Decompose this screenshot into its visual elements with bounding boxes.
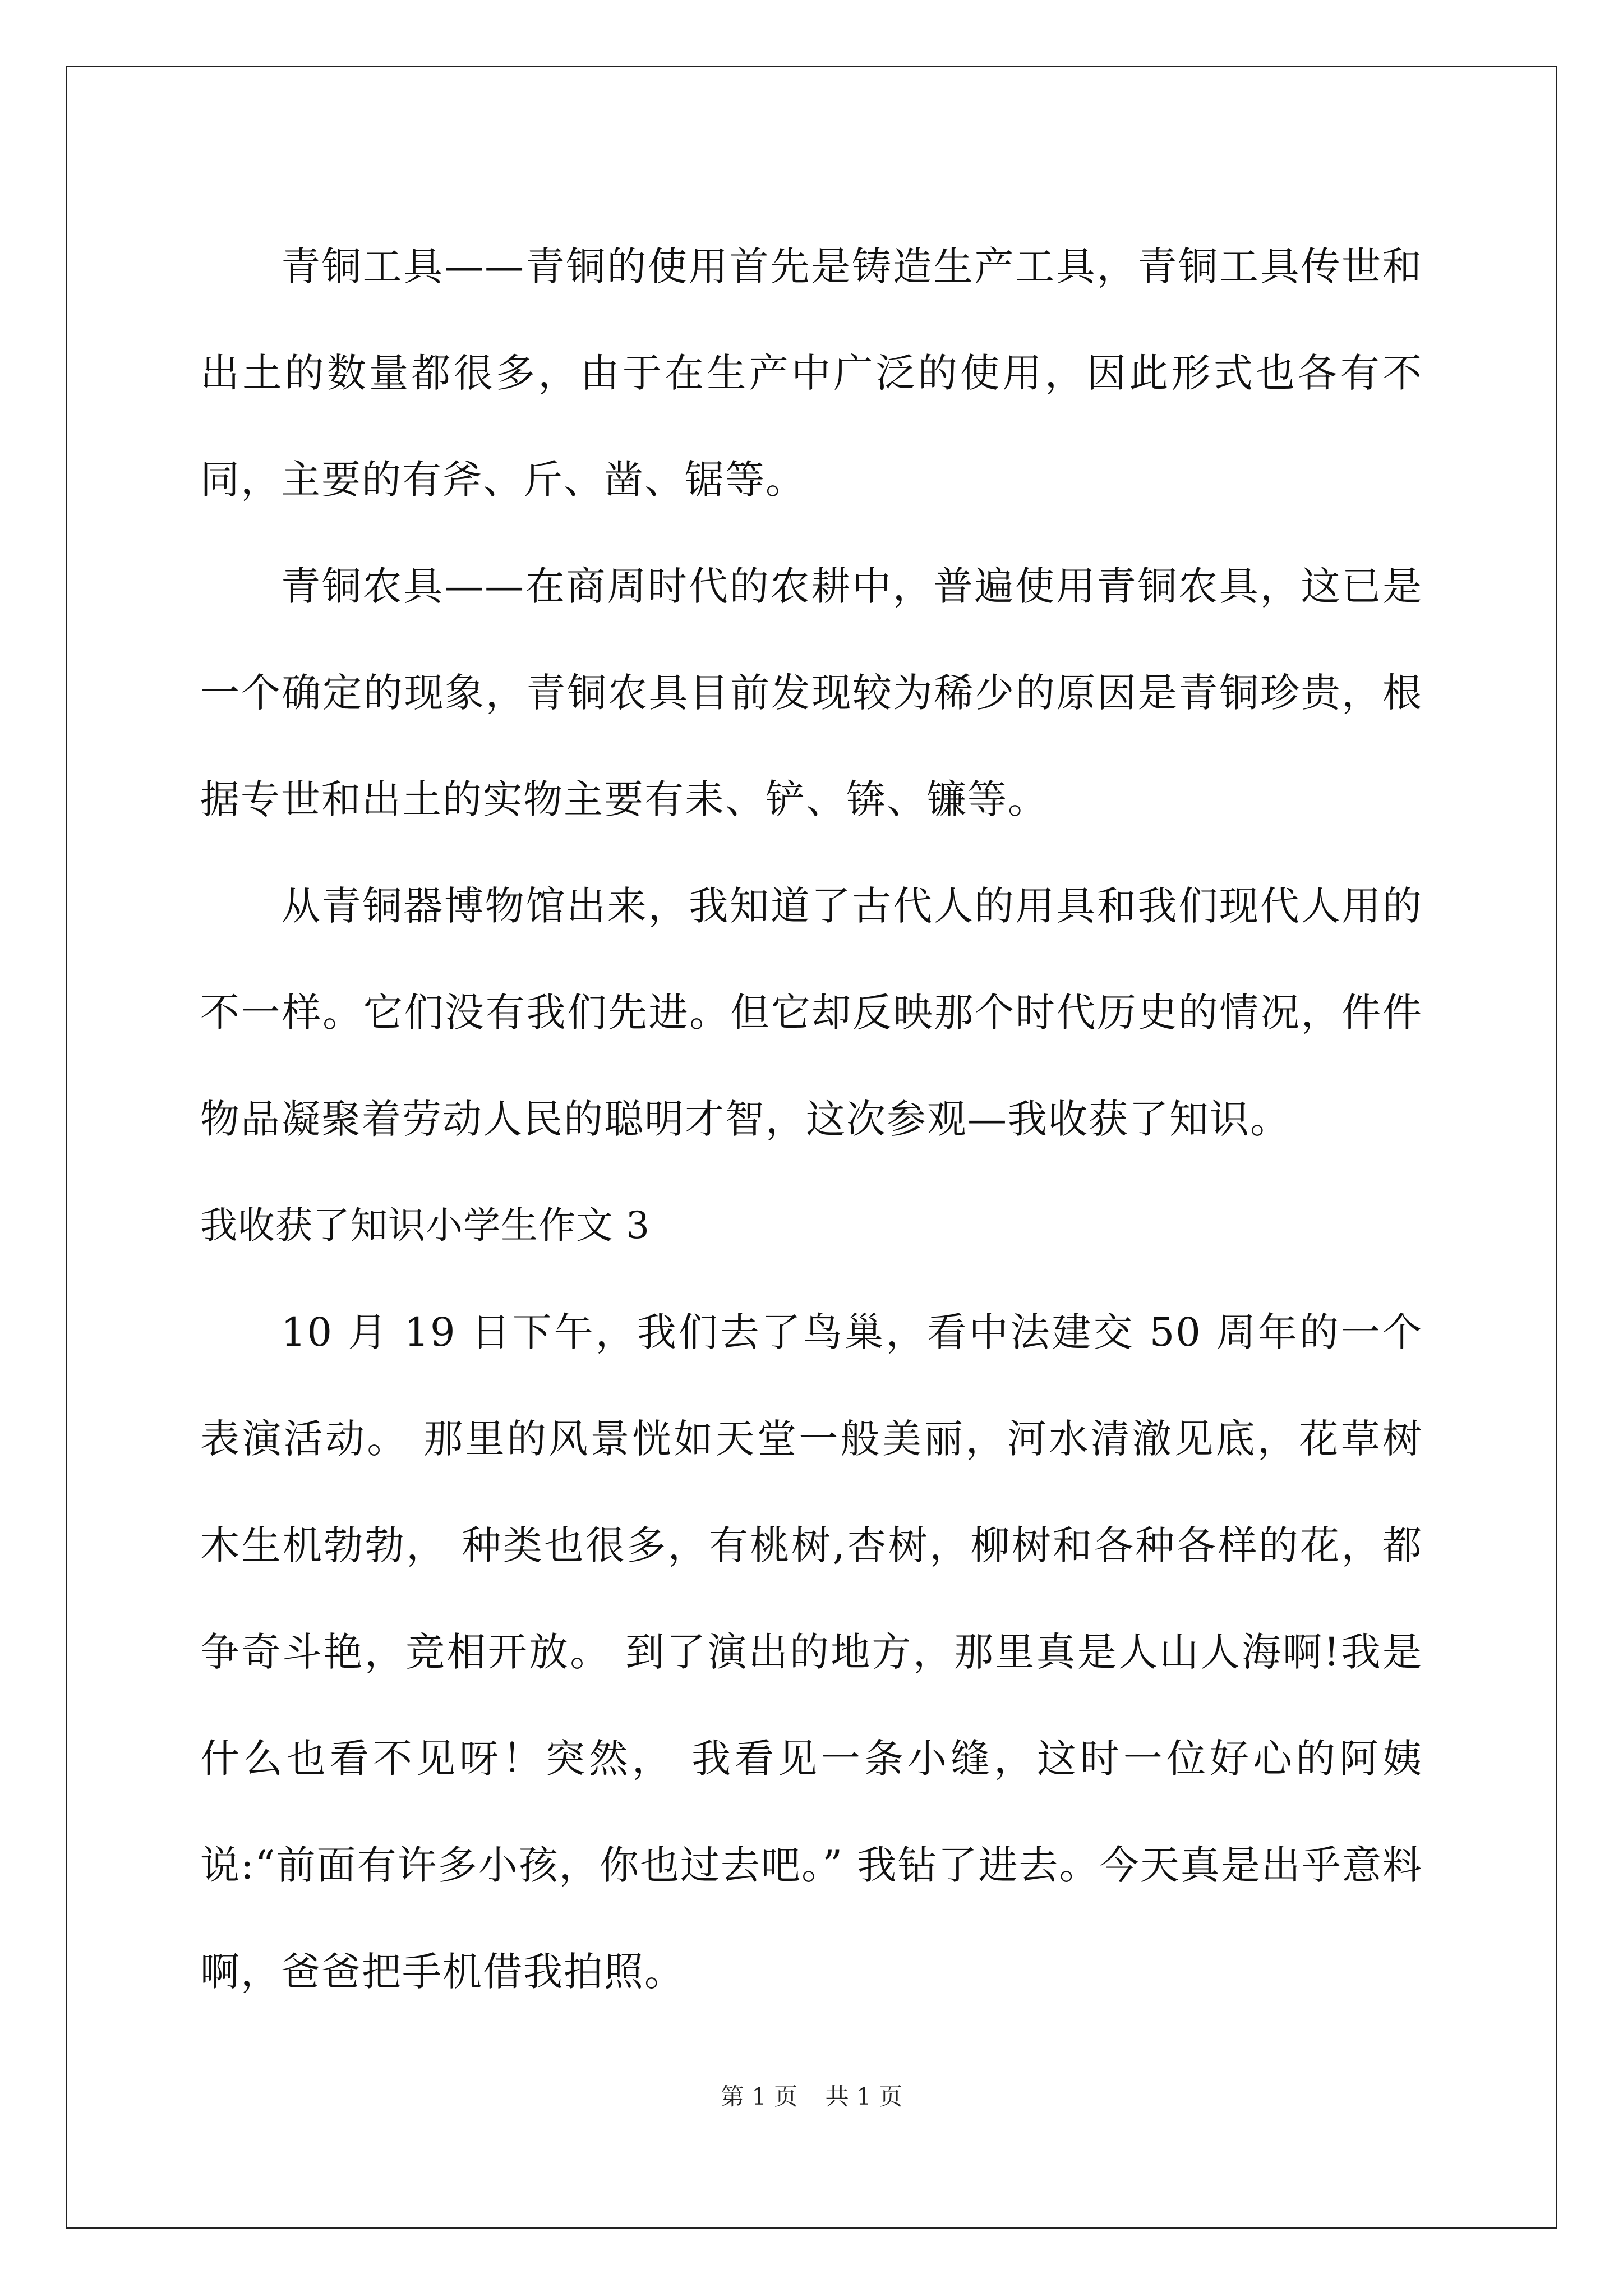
paragraph-museum-visit: 从青铜器博物馆出来，我知道了古代人的用具和我们现代人用的不一样。它们没有我们先进。但它却反映那个时代历史的情况，件件物品凝聚着劳动人民的聪明才智，这次参观—我收获了知识。 — [200, 883, 1423, 1142]
document-body — [200, 213, 1423, 2025]
paragraph-bronze-tools: 青铜工具——青铜的使用首先是铸造生产工具，青铜工具传世和出土的数量都很多，由于在生产中广泛的使用，因此形式也各有不同，主要的有斧、斤、凿、锯等。 — [200, 243, 1423, 503]
page-number: 第 1 页 — [720, 2083, 798, 2110]
page-total: 共 1 页 — [825, 2083, 903, 2110]
section-title: 我收获了知识小学生作文 3 — [200, 1204, 650, 1247]
page-footer — [0, 2080, 1623, 2114]
paragraph-bronze-farm-tools: 青铜农具——在商周时代的农耕中，普遍使用青铜农具，这已是一个确定的现象，青铜农具目前发现较为稀少的原因是青铜珍贵，根据专世和出土的实物主要有耒、铲、锛、镰等。 — [200, 563, 1423, 822]
paragraph-birds-nest: 10 月 19 日下午，我们去了鸟巢，看中法建交 50 周年的一个表演活动。 那里的风景恍如天堂一般美丽，河水清澈见底，花草树木生机勃勃， 种类也很多，有桃树,杏树，柳树和各种各样的花，都争奇斗艳，竞相开放。 到了演出的地方，那里真是人山人海啊!我是什么也看不见呀！突然， 我看见一条小缝，这时一位好心的阿姨说:“前面有许多小孩，你也过去吧。” 我钻了进去。今天真是出乎意料啊，爸爸把手机借我拍照。 — [200, 1309, 1423, 1995]
